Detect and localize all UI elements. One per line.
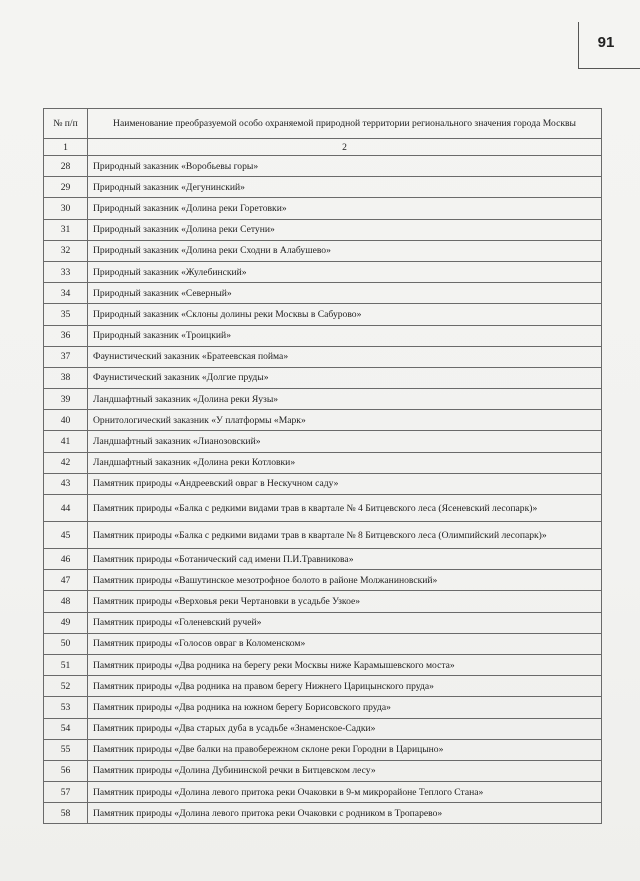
header-number: № п/п [44, 109, 88, 139]
row-name: Ландшафтный заказник «Долина реки Яузы» [88, 389, 602, 410]
table-row [44, 782, 602, 803]
row-number: 28 [44, 156, 88, 177]
row-number: 45 [44, 522, 88, 549]
table-row [44, 760, 602, 781]
table-row [44, 219, 602, 240]
row-number: 58 [44, 803, 88, 824]
table-row [44, 198, 602, 219]
table-row [44, 283, 602, 304]
row-number: 40 [44, 410, 88, 431]
row-number: 44 [44, 495, 88, 522]
table-row [44, 240, 602, 261]
row-number: 31 [44, 219, 88, 240]
row-name: Памятник природы «Балка с редкими видами трав в квартале № 4 Битцевского леса (Ясеневский лесопарк)» [88, 495, 602, 522]
row-name: Памятник природы «Вашутинское мезотрофное болото в районе Молжаниновский» [88, 570, 602, 591]
table-row [44, 452, 602, 473]
row-number: 53 [44, 697, 88, 718]
protected-areas-table [43, 108, 602, 824]
row-name: Памятник природы «Два родника на южном берегу Борисовского пруда» [88, 697, 602, 718]
table-row [44, 346, 602, 367]
row-name: Памятник природы «Два родника на правом берегу Нижнего Царицынского пруда» [88, 676, 602, 697]
row-name: Памятник природы «Две балки на правобережном склоне реки Городни в Царицыно» [88, 739, 602, 760]
row-number: 33 [44, 261, 88, 282]
row-number: 37 [44, 346, 88, 367]
table-row [44, 803, 602, 824]
row-number: 47 [44, 570, 88, 591]
table-row [44, 654, 602, 675]
row-number: 36 [44, 325, 88, 346]
row-name: Орнитологический заказник «У платформы «Марк» [88, 410, 602, 431]
header-name: Наименование преобразуемой особо охраняемой природной территории регионального значения города Москвы [88, 109, 602, 139]
row-name: Фаунистический заказник «Долгие пруды» [88, 367, 602, 388]
row-name: Памятник природы «Балка с редкими видами трав в квартале № 8 Битцевского леса (Олимпийский лесопарк)» [88, 522, 602, 549]
row-number: 34 [44, 283, 88, 304]
table-row [44, 177, 602, 198]
row-number: 54 [44, 718, 88, 739]
table-row [44, 156, 602, 177]
row-number: 51 [44, 654, 88, 675]
row-name: Памятник природы «Андреевский овраг в Нескучном саду» [88, 473, 602, 494]
row-name: Памятник природы «Два родника на берегу реки Москвы ниже Карамышевского моста» [88, 654, 602, 675]
column-index-row [44, 139, 602, 156]
row-name: Памятник природы «Ботанический сад имени П.И.Травникова» [88, 549, 602, 570]
table-row [44, 549, 602, 570]
row-name: Природный заказник «Дегунинский» [88, 177, 602, 198]
table-row [44, 261, 602, 282]
table-row [44, 739, 602, 760]
table-row [44, 612, 602, 633]
row-name: Природный заказник «Северный» [88, 283, 602, 304]
row-number: 41 [44, 431, 88, 452]
row-number: 43 [44, 473, 88, 494]
table-row [44, 410, 602, 431]
table-row [44, 367, 602, 388]
row-name: Природный заказник «Жулебинский» [88, 261, 602, 282]
column-index-2: 2 [88, 139, 602, 156]
row-number: 32 [44, 240, 88, 261]
page-number-box [578, 22, 640, 69]
table-row [44, 633, 602, 654]
row-name: Фаунистический заказник «Братеевская пойма» [88, 346, 602, 367]
row-number: 48 [44, 591, 88, 612]
table-row [44, 718, 602, 739]
table-row [44, 389, 602, 410]
row-name: Памятник природы «Долина левого притока реки Очаковки с родником в Тропарево» [88, 803, 602, 824]
row-number: 57 [44, 782, 88, 803]
row-number: 30 [44, 198, 88, 219]
column-index-1: 1 [44, 139, 88, 156]
row-number: 49 [44, 612, 88, 633]
row-number: 52 [44, 676, 88, 697]
row-number: 50 [44, 633, 88, 654]
table-row [44, 325, 602, 346]
row-name: Природный заказник «Воробьевы горы» [88, 156, 602, 177]
table-row [44, 676, 602, 697]
row-name: Природный заказник «Троицкий» [88, 325, 602, 346]
row-number: 38 [44, 367, 88, 388]
row-name: Памятник природы «Голосов овраг в Коломенском» [88, 633, 602, 654]
row-number: 35 [44, 304, 88, 325]
table-row [44, 473, 602, 494]
table-row [44, 697, 602, 718]
table-row [44, 304, 602, 325]
row-name: Памятник природы «Два старых дуба в усадьбе «Знаменское-Садки» [88, 718, 602, 739]
table-row [44, 495, 602, 522]
row-name: Ландшафтный заказник «Лианозовский» [88, 431, 602, 452]
row-name: Ландшафтный заказник «Долина реки Котловки» [88, 452, 602, 473]
row-name: Природный заказник «Долина реки Горетовки» [88, 198, 602, 219]
row-name: Памятник природы «Долина левого притока реки Очаковки в 9-м микрорайоне Теплого Стана» [88, 782, 602, 803]
row-name: Природный заказник «Долина реки Сходни в Алабушево» [88, 240, 602, 261]
table-row [44, 570, 602, 591]
row-name: Памятник природы «Верховья реки Чертановки в усадьбе Узкое» [88, 591, 602, 612]
table-row [44, 522, 602, 549]
row-name: Памятник природы «Долина Дубининской речки в Битцевском лесу» [88, 760, 602, 781]
table-row [44, 431, 602, 452]
row-number: 39 [44, 389, 88, 410]
row-number: 46 [44, 549, 88, 570]
row-name: Памятник природы «Голеневский ручей» [88, 612, 602, 633]
page-number: 91 [597, 34, 615, 51]
row-number: 55 [44, 739, 88, 760]
row-number: 42 [44, 452, 88, 473]
row-name: Природный заказник «Склоны долины реки Москвы в Сабурово» [88, 304, 602, 325]
table-row [44, 591, 602, 612]
row-name: Природный заказник «Долина реки Сетуни» [88, 219, 602, 240]
row-number: 56 [44, 760, 88, 781]
table-header-row [44, 109, 602, 139]
row-number: 29 [44, 177, 88, 198]
